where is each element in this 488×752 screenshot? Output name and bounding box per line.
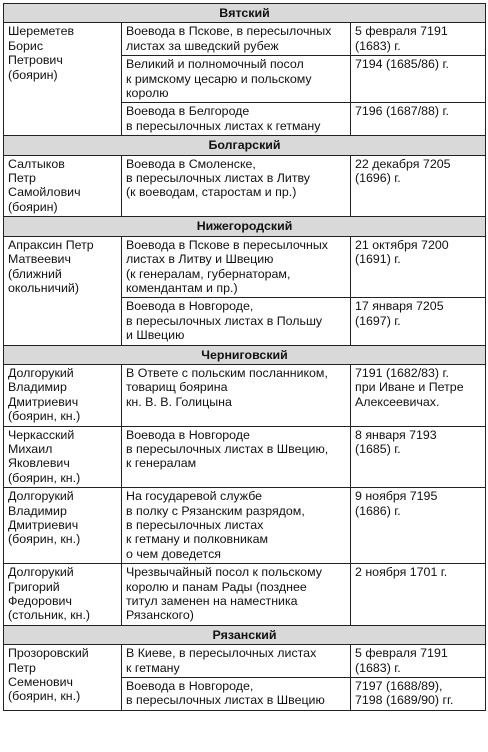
post-cell: Великий и полномочный посол к римскому цесарю и польскому королю	[122, 56, 351, 103]
section-title: Рязанский	[4, 625, 486, 644]
person-name: Апраксин Петр Матвеевич (ближний окольничий)	[4, 236, 122, 345]
date-cell: 5 февраля 7191 (1683) г.	[351, 23, 486, 56]
post-cell: Воевода в Новгороде, в пересылочных листах в Швецию	[122, 678, 351, 711]
section-header-row	[4, 217, 486, 236]
table-row	[4, 236, 486, 298]
titles-table	[3, 3, 486, 711]
table-row	[4, 488, 486, 564]
section-header-row	[4, 136, 486, 155]
section-title: Нижегородский	[4, 217, 486, 236]
section-title: Черниговский	[4, 345, 486, 364]
post-cell: Воевода в Пскове, в пересылочных листах за шведский рубеж	[122, 23, 351, 56]
person-name: Шереметев Борис Петрович (боярин)	[4, 23, 122, 136]
date-cell: 7197 (1688/89), 7198 (1689/90) гг.	[351, 678, 486, 711]
post-cell: Воевода в Белгороде в пересылочных листах к гетману	[122, 103, 351, 136]
date-cell: 2 ноября 1701 г.	[351, 564, 486, 626]
person-name: Черкасский Михаил Яковлевич (боярин, кн.)	[4, 426, 122, 488]
date-cell: 21 октября 7200 (1691) г.	[351, 236, 486, 298]
date-cell: 7196 (1687/88) г.	[351, 103, 486, 136]
table-row	[4, 426, 486, 488]
person-name: Салтыков Петр Самойлович (боярин)	[4, 155, 122, 217]
date-cell: 7194 (1685/86) г.	[351, 56, 486, 103]
section-title: Болгарский	[4, 136, 486, 155]
post-cell: Воевода в Смоленске, в пересылочных листах в Литву (к воеводам, старостам и пр.)	[122, 155, 351, 217]
date-cell: 22 декабря 7205 (1696) г.	[351, 155, 486, 217]
section-header-row	[4, 4, 486, 23]
table-row	[4, 564, 486, 626]
person-name: Долгорукий Григорий Федорович (стольник, кн.)	[4, 564, 122, 626]
post-cell: В Ответе с польским посланником, товарищ боярина кн. В. В. Голицына	[122, 364, 351, 426]
person-name: Долгорукий Владимир Дмитриевич (боярин, кн.)	[4, 488, 122, 564]
table-row	[4, 23, 486, 56]
person-name: Прозоровский Петр Семенович (боярин, кн.)	[4, 645, 122, 711]
date-cell: 5 февраля 7191 (1683) г.	[351, 645, 486, 678]
post-cell: В Киеве, в пересылочных листах к гетману	[122, 645, 351, 678]
date-cell: 9 ноября 7195 (1686) г.	[351, 488, 486, 564]
date-cell: 7191 (1682/83) г. при Иване и Петре Алексеевичах.	[351, 364, 486, 426]
post-cell: Чрезвычайный посол к польскому королю и панам Рады (позднее титул заменен на наместника Рязанского)	[122, 564, 351, 626]
post-cell: Воевода в Новгороде, в пересылочных листах в Польшу и Швецию	[122, 298, 351, 345]
person-name: Долгорукий Владимир Дмитриевич (боярин, кн.)	[4, 364, 122, 426]
section-header-row	[4, 625, 486, 644]
date-cell: 8 января 7193 (1685) г.	[351, 426, 486, 488]
table-row	[4, 645, 486, 678]
section-header-row	[4, 345, 486, 364]
post-cell: На государевой службе в полку с Рязанским разрядом, в пересылочных листах к гетману и полковникам о чем доведется	[122, 488, 351, 564]
section-title: Вятский	[4, 4, 486, 23]
table-row	[4, 364, 486, 426]
post-cell: Воевода в Пскове в пересылочных листах в Литву и Швецию (к генералам, губернаторам, комендантам и пр.)	[122, 236, 351, 298]
post-cell: Воевода в Новгороде в пересылочных листах в Швецию, к генералам	[122, 426, 351, 488]
table-row	[4, 155, 486, 217]
date-cell: 17 января 7205 (1697) г.	[351, 298, 486, 345]
